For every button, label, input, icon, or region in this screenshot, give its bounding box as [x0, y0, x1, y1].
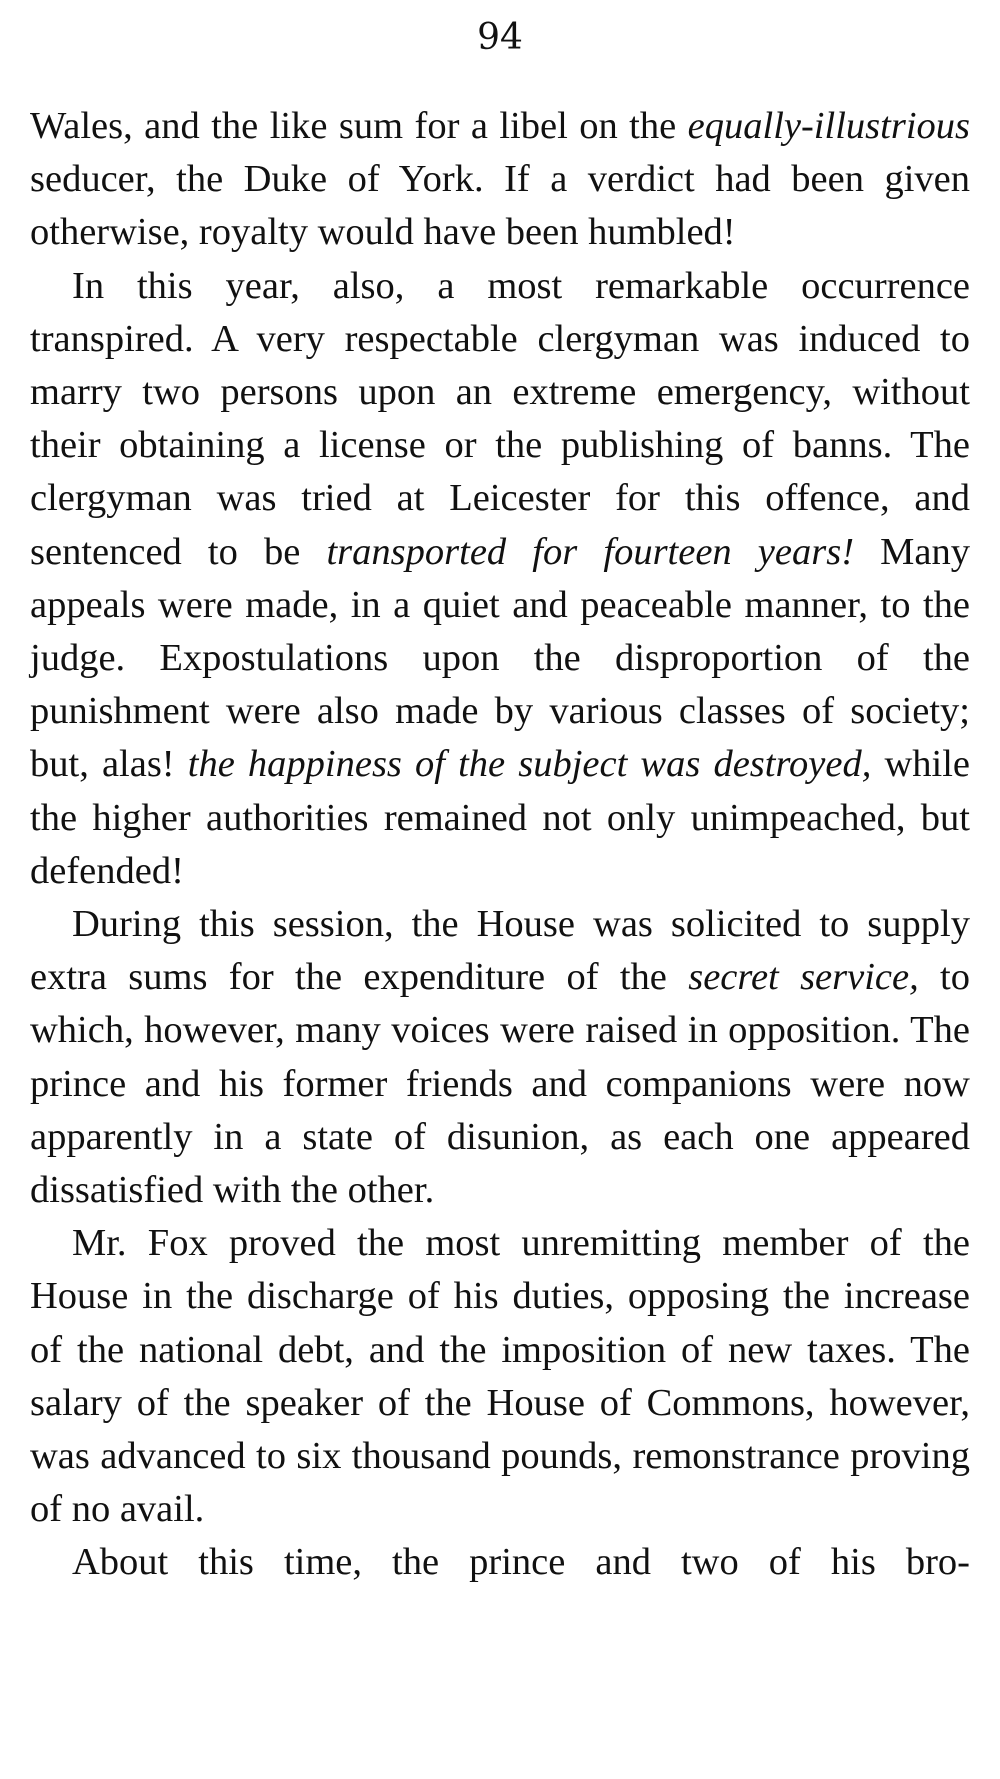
italic-segment: transported for fourteen years!: [326, 530, 855, 573]
italic-segment: the happiness of the subject was destroyed,: [187, 743, 872, 786]
paragraph-2: [30, 260, 970, 898]
text-segment: Wales, and the like sum for a libel on the: [30, 105, 688, 147]
text-segment: Many appeals were made, in a quiet and peaceable manner, to the judge. Expostulations upon the disproportion of the punishment were also made by various classes of society; but, alas!: [30, 530, 970, 786]
text-segment: to which, however, many voices were raised in opposition. The prince and his former friends and companions were now apparently in a state of disunion, as each one appeared dissatisfied with the other.: [30, 956, 971, 1212]
body-text: [30, 100, 970, 1590]
text-segment: In this year, also, a most remarkable occurrence transpired. A very respectable clergyman was induced to marry two persons upon an extreme emergency, without their obtaining a license or the publishing of banns. The clergyman was tried at Leicester for this offence, and sentenced to be: [30, 264, 970, 573]
text-segment: Mr. Fox proved the most unremitting member of the House in the discharge of his duties, opposing the increase of the national debt, and the imposition of new taxes. The salary of the speaker of the House of Commons, however, was advanced to six thousand pounds, remonstrance proving of no avail.: [30, 1222, 970, 1531]
text-segment: seducer, the Duke of York. If a verdict had been given otherwise, royalty would have been humbled!: [30, 158, 970, 254]
text-segment: During this session, the House was solicited to supply extra sums for the expenditure of the: [30, 903, 970, 999]
paragraph-1: [30, 100, 970, 260]
italic-segment: equally-illustrious: [687, 105, 970, 147]
paragraph-3: [30, 898, 970, 1217]
paragraph-5: [30, 1536, 970, 1589]
text-segment: About this time, the prince and two of his bro-: [72, 1541, 970, 1584]
text-segment: while the higher authorities remained not only unimpeached, but defended!: [30, 743, 970, 892]
page-number: 94: [477, 17, 523, 58]
italic-segment: secret service,: [688, 956, 919, 999]
paragraph-4: [30, 1217, 970, 1536]
